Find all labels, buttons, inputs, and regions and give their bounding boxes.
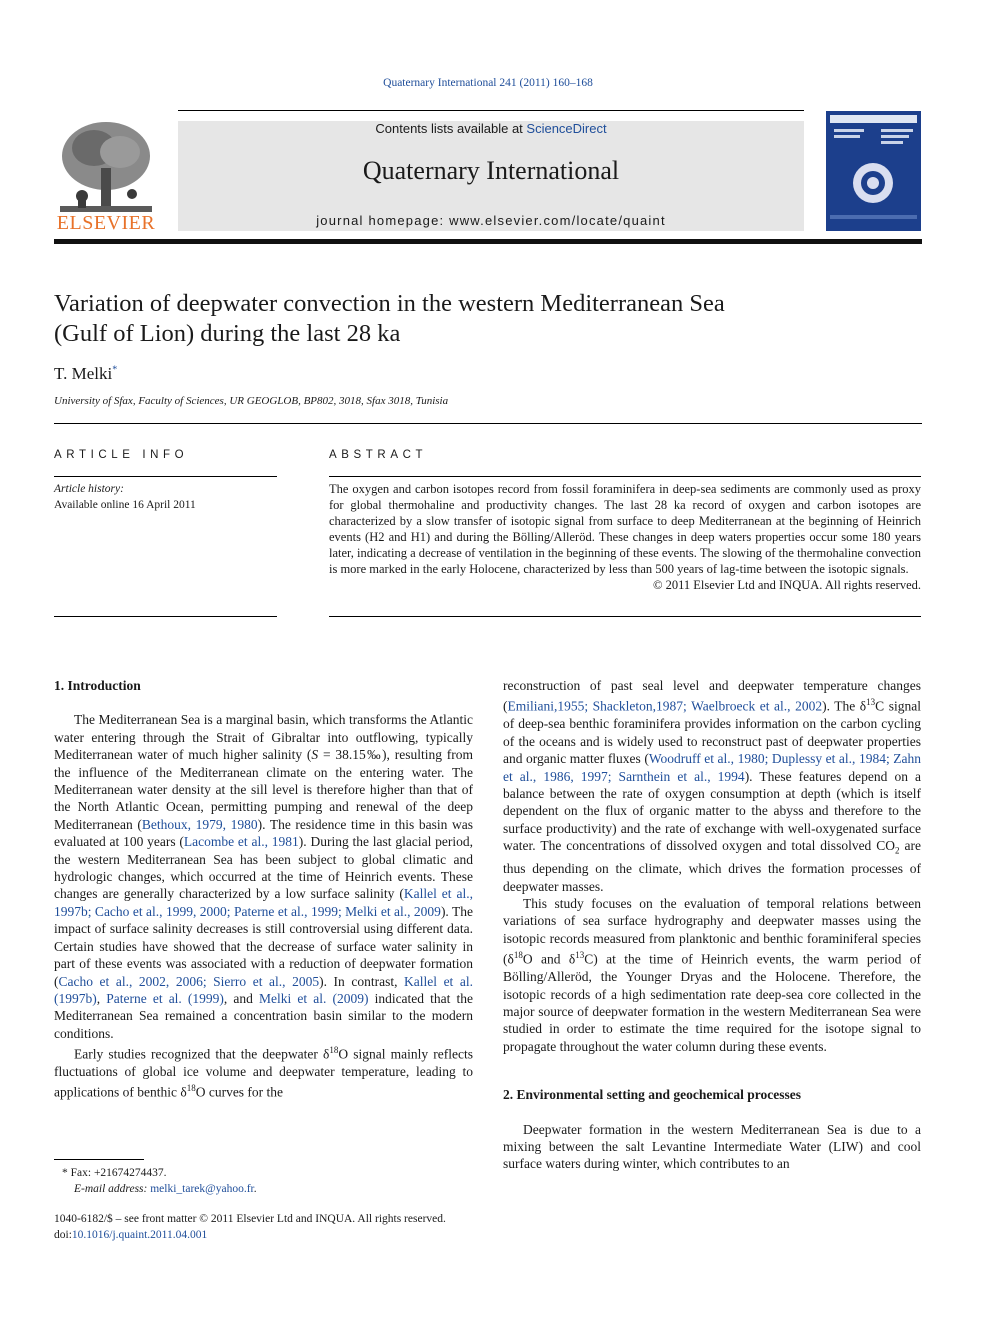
article-title-line-2: (Gulf of Lion) during the last 28 ka [54,320,401,347]
introduction-paragraph-2: Early studies recognized that the deepwater $\delta^{18}O$ signal mainly reflects fluctuations of global ice volume and deepwater temperature, leading to applications of benthic $\delta^{18}O$ curves for the [54,1045,473,1100]
issn-line: 1040-6182/$ – see front matter © 2011 Elsevier Ltd and INQUA. All rights reserved. [54,1213,446,1225]
footnote-rule [54,1159,144,1160]
citation-link[interactable]: Emiliani,1955; Shackleton,1987; Waelbroeck et al., 2002 [507,698,823,714]
abstract-rule [329,476,921,477]
abstract-copyright: © 2011 Elsevier Ltd and INQUA. All rights reserved. [652,578,921,592]
footnote-email-line: E-mail address: melki_tarek@yahoo.fr. [74,1183,257,1195]
right-paragraph-2: This study focuses on the evaluation of temporal relations between variations of sea surface hydrography and deepwater masses using the isotopic records measured from planktonic and benthic foraminiferal species ($\delta^{18}O$ and $\delta^{13}C$) at the time of Heinrich events, the warm period of Bölling/Alleröd, the Younger Dryas and the Holocene. Therefore, the isotopic records of a high sedimentation rate deep-sea core collected in the major source of deepwater formation in the western Mediterranean Sea were studied in order to estimate the time required for the isotope signal to propagate throughout the water column during these events. [503,896,921,1054]
citation-link[interactable]: Cacho et al., 2002, 2006; Sierro et al., 2005 [58,973,320,989]
publisher-wordmark: ELSEVIER [56,212,156,234]
section-2-heading: 2. Environmental setting and geochemical processes [503,1087,801,1103]
abstract-body: The oxygen and carbon isotopes record from fossil foraminifera in deep-sea sediments are commonly used as proxy for global thermohaline and productivity changes. The last 28 ka record of oxygen and carbon isotopes are characterized by a slow transfer of isotopic signal from surface to deep Mediterranean at the beginning of Heinrich events (H2 and H1) and during the Bölling/Alleröd. These changes in deep waters properties occur some 180 years later, indicating a decrease of ventilation in the beginning of these events. The slowing of the thermohaline convection is more marked in the early Holocene, characterized by less than 500 years of lag-time between the isotopic signals. [329,482,921,576]
journal-name: Quaternary International [362,156,620,185]
section-2-paragraph-1: Deepwater formation in the western Mediterranean Sea is due to a mixing between the salt Levantine Intermediate Water (LIW) and cool surface waters during winter, which contributes to an [503,1121,921,1172]
article-title [54,289,924,349]
citation-link[interactable]: Kallel et al. (1997b) [54,973,473,1006]
citation-link[interactable]: Woodruff et al., 1980; Duplessy et al., 1984; Zahn et al., 1986, 1997; Sarnthein et al., 1994 [503,751,921,784]
article-info-rule [54,476,277,477]
contents-prefix: Contents lists available at [375,121,527,136]
author-affiliation: University of Sfax, Faculty of Sciences, UR GEOGLOB, BP802, 3018, Sfax 3018, Tunisia [54,395,449,407]
right-paragraph-1: reconstruction of past seal level and deepwater temperature changes (Emiliani,1955; Shackleton,1987; Waelbroeck et al., 2002). The $\delta^{13}C$ signal of deep-sea benthic foraminifera provides information on the carbon cycling of the oceans and is widely used to reconstruct past of deepwater properties and organic matter fluxes (Woodruff et al., 1980; Duplessy et al., 1984; Zahn et al., 1986, 1997; Sarnthein et al., 1994). These features depend on a balance between the rate of oxygen consumption at depth (which is itself dependent on the flux of organic matter to the abyss and therefore to the surface productivity) and the rate of exchange with well-oxygenated surface water. The concentrations of dissolved oxygen and total dissolved $CO_2$ are thus depending on the climate, which drives the formation processes of deepwater masses. [503,678,921,894]
author-name-text: T. Melki [54,364,113,383]
citation-link[interactable]: Bethoux, 1979, 1980 [141,816,258,832]
journal-homepage[interactable]: journal homepage: www.elsevier.com/locate/quaint [316,213,666,228]
article-title-line-1: Variation of deepwater convection in the western Mediterranean Sea [54,290,725,317]
right-column [503,677,921,1173]
citation-link[interactable]: Paterne et al. (1999) [106,990,224,1006]
journal-reference[interactable]: Quaternary International 241 (2011) 160–168 [383,77,593,89]
abstract-text [329,481,921,593]
article-history [54,481,277,513]
citation-link[interactable]: Lacombe et al., 1981 [183,834,299,850]
abstract-bottom-rule [329,616,921,617]
journal-cover-image [826,111,921,231]
header-bottom-rule [54,239,922,244]
article-history-label: Article history: [54,483,124,495]
introduction-heading: 1. Introduction [54,678,141,693]
elsevier-logo [54,118,158,236]
sciencedirect-link[interactable]: ScienceDirect [526,121,607,136]
footnote [62,1165,473,1197]
author-email-link[interactable]: melki_tarek@yahoo.fr [150,1183,254,1195]
header-top-rule [178,110,804,111]
left-column [54,677,473,1101]
contents-availability [178,121,804,136]
citation-link[interactable]: Kallel et al., 1997b; Cacho et al., 1999, 2000; Paterne et al., 1999; Melki et al., 2009 [54,886,473,919]
article-info-bottom-rule [54,616,277,617]
article-history-value: Available online 16 April 2011 [54,499,196,511]
abstract-heading: ABSTRACT [329,449,428,461]
footnote-fax: * Fax: +21674274437. [62,1167,167,1179]
author-name[interactable] [54,364,117,384]
introduction-paragraph-1: The Mediterranean Sea is a marginal basin, which transforms the Atlantic water entering through the Strait of Gibraltar into outflowing, typically Mediterranean water of much higher salinity (S = 38.15‰), resulting from the influence of the Mediterranean climate on the entering water. The Mediterranean water density at the sill level is therefore higher than that of the North Atlantic Ocean, permitting pumping and renewal of the deep Mediterranean (Bethoux, 1979, 1980). The residence time in this basin was evaluated at 100 years (Lacombe et al., 1981). During the last glacial period, the western Mediterranean Sea has been subject to global climatic and hydrologic changes, which occurred at the time of Heinrich events. These changes are generally characterized by a low surface salinity (Kallel et al., 1997b; Cacho et al., 1999, 2000; Paterne et al., 1999; Melki et al., 2009). The impact of surface salinity decreases is still controversial using different data. Certain studies have showed that the decrease of surface water salinity in part of these events was associated with a reduction of deepwater formation (Cacho et al., 2002, 2006; Sierro et al., 2005). In contrast, Kallel et al. (1997b), Paterne et al. (1999), and Melki et al. (2009) indicated that the Mediterranean Sea remained a concentration basin similar to the modern conditions. [54,712,474,1041]
article-info-heading: ARTICLE INFO [54,449,189,461]
doi-link[interactable]: 10.1016/j.quaint.2011.04.001 [71,1229,208,1241]
journal-cover-icon [826,111,921,231]
front-matter [54,1211,494,1243]
title-separator-rule [54,423,922,424]
doi-line: doi:10.1016/j.quaint.2011.04.001 [54,1229,208,1241]
citation-link[interactable]: Melki et al. (2009) [259,990,369,1006]
corresponding-author-mark[interactable]: * [112,364,118,376]
